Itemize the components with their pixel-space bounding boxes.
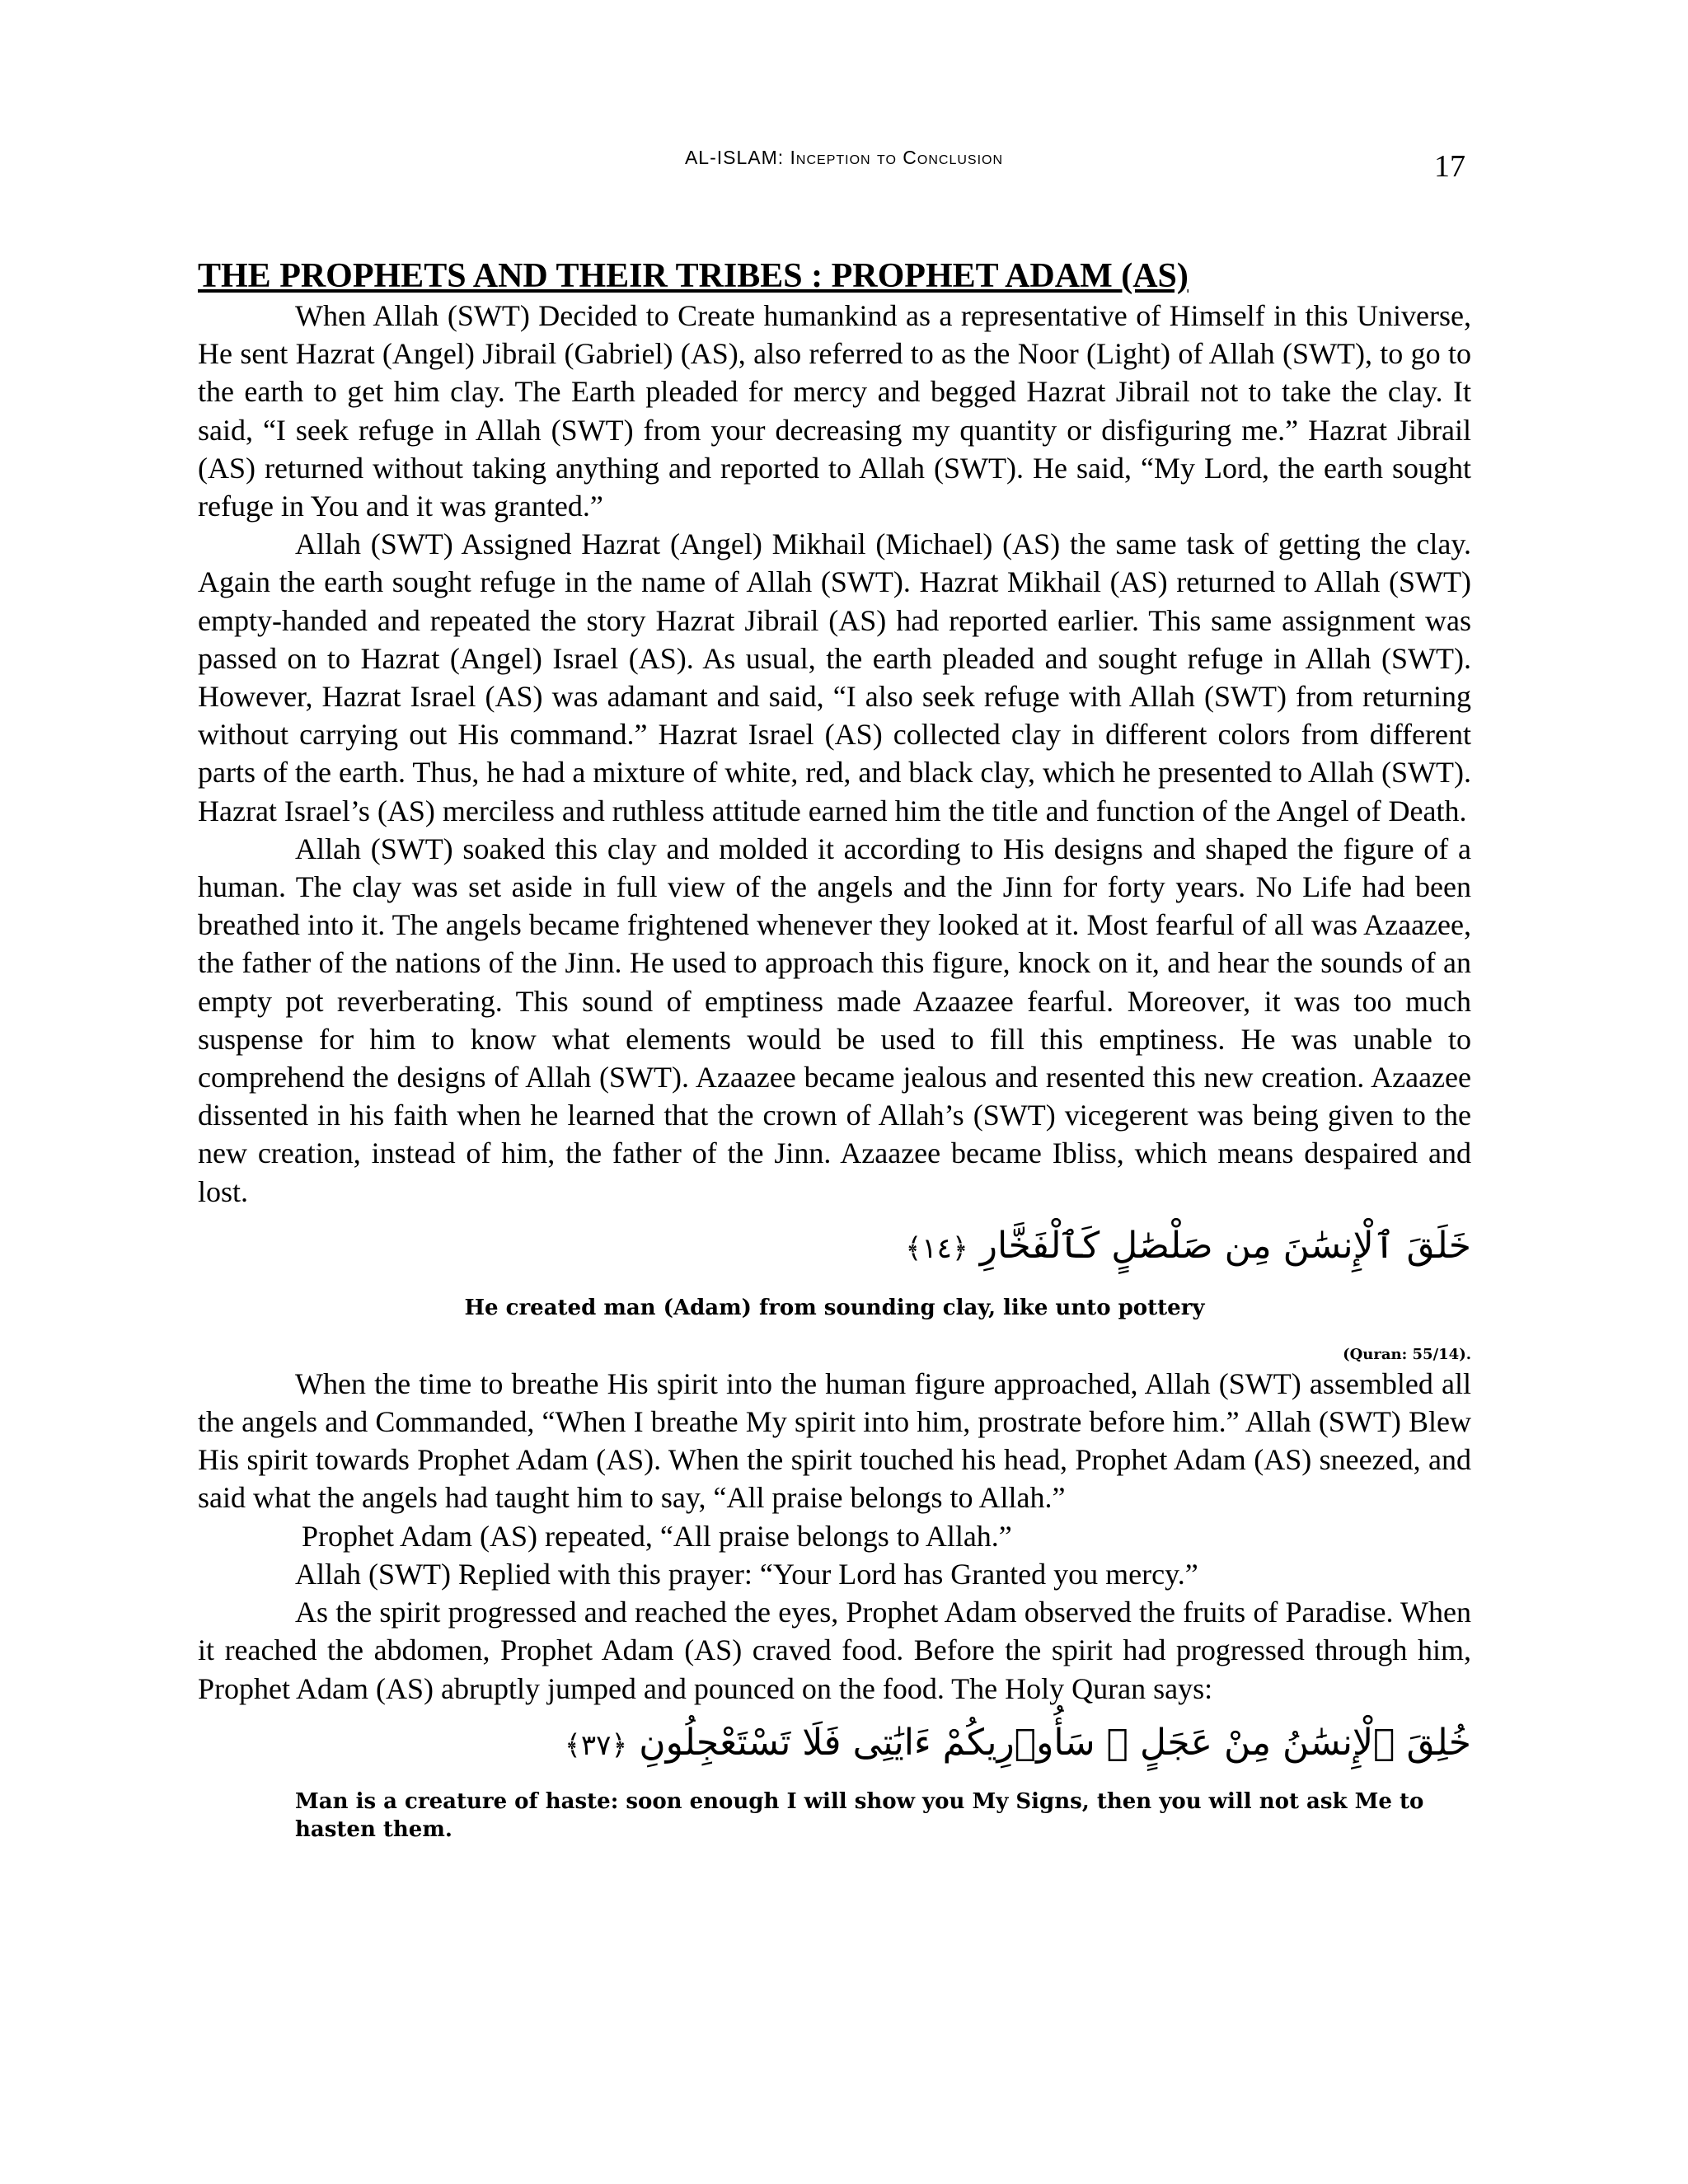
verse-translation-1: He created man (Adam) from sounding clay, like unto pottery (464, 1295, 1205, 1320)
quran-verse-arabic-1 (198, 1217, 1471, 1277)
verse-citation-1: (Quran: 55/14). (1343, 1345, 1471, 1363)
paragraph-mikhail-israel: Allah (SWT) Assigned Hazrat (Angel) Mikhail (Michael) (AS) the same task of getting the clay. Again the earth sought refuge in the name of Allah (SWT). Hazrat Mikhail (AS) returned to Allah (SWT) empty-handed and repeated the story Hazrat Jibrail (AS) had reported earlier. This same assignment was passed on to Hazrat (Angel) Israel (AS). As usual, the earth pleaded and sought refuge in Allah (SWT). However, Hazrat Israel (AS) was adamant and said, “I also seek refuge with Allah (SWT) from returning without carrying out His command.” Hazrat Israel (AS) collected clay in different colors from different parts of the earth. Thus, he had a mixture of white, red, and black clay, which he presented to Allah (SWT). Hazrat Israel’s (AS) merciless and ruthless attitude earned him the title and function of the Angel of Death. (198, 527, 1471, 827)
paragraph-creation-jibrail: When Allah (SWT) Decided to Create humankind as a representative of Himself in this Universe, He sent Hazrat (Angel) Jibrail (Gabriel) (AS), also referred to as the Noor (Light) of Allah (SWT), to go to the earth to get him clay. The Earth pleaded for mercy and begged Hazrat Jibrail not to take the clay. It said, “I seek refuge in Allah (SWT) from your decreasing my quantity or disfiguring me.” Hazrat Jibrail (AS) returned without taking anything and reported to Allah (SWT). He said, “My Lord, the earth sought refuge in You and it was granted.” (198, 299, 1471, 523)
verse-text: خُلِقَ ٱلْإِنسَٰنُ مِنْ عَجَلٍ ۚ سَأُو۟رِيكُمْ ءَايَٰتِى فَلَا تَسْتَعْجِلُونِ (639, 1721, 1471, 1764)
ayah-number-mark: ﴿١٤﴾ (905, 1231, 968, 1265)
paragraph-azaazee: Allah (SWT) soaked this clay and molded it according to His designs and shaped the figure of a human. The clay was set aside in full view of the angels and the Jinn for forty years. No Life had been breathed into it. The angels became frightened whenever they looked at it. Most fearful of all was Azaazee, the father of the nations of the Jinn. He used to approach this figure, knock on it, and hear the sounds of an empty pot reverberating. This sound of emptiness made Azaazee fearful. Moreover, it was too much suspense for him to know what elements would be used to fill this emptiness. He was unable to comprehend the designs of Allah (SWT). Azaazee became jealous and resented this new creation. Azaazee dissented in his faith when he learned that the crown of Allah’s (SWT) vicegerent was being given to the new creation, instead of him, the father of the Jinn. Azaazee became Ibliss, which means despaired and lost. (198, 832, 1471, 1208)
page-content (198, 255, 1471, 1844)
verse-translation-2: Man is a creature of haste: soon enough I will show you My Signs, then you will not ask Me to hasten them. (295, 1788, 1424, 1842)
running-header: AL-ISLAM: Inception to Conclusion (684, 147, 1004, 168)
page-number: 17 (1434, 149, 1465, 184)
paragraph-breathing-spirit: When the time to breathe His spirit into the human figure approached, Allah (SWT) assembled all the angels and Commanded, “When I breathe My spirit into him, prostrate before him.” Allah (SWT) Blew His spirit towards Prophet Adam (AS). When the spirit touched his head, Prophet Adam (AS) sneezed, and said what the angels had taught him to say, “All praise belongs to Allah.” (198, 1366, 1471, 1515)
ayah-number-mark: ﴿٣٧﴾ (564, 1728, 628, 1762)
quran-verse-arabic-2 (198, 1714, 1471, 1774)
paragraph-allah-replied: Allah (SWT) Replied with this prayer: “Your Lord has Granted you mercy.” (295, 1557, 1198, 1591)
verse-text: خَلَقَ ٱلْإِنسَٰنَ مِن صَلْصَٰلٍ كَٱلْفَخَّارِ (979, 1224, 1471, 1267)
paragraph-spirit-progressed: As the spirit progressed and reached the eyes, Prophet Adam observed the fruits of Paradise. When it reached the abdomen, Prophet Adam (AS) craved food. Before the spirit had progressed through him, Prophet Adam (AS) abruptly jumped and pounced on the food. The Holy Quran says: (198, 1596, 1471, 1705)
chapter-title: THE PROPHETS AND THEIR TRIBES : PROPHET ADAM (AS) (198, 257, 1189, 295)
paragraph-adam-repeated: Prophet Adam (AS) repeated, “All praise belongs to Allah.” (302, 1519, 1012, 1553)
